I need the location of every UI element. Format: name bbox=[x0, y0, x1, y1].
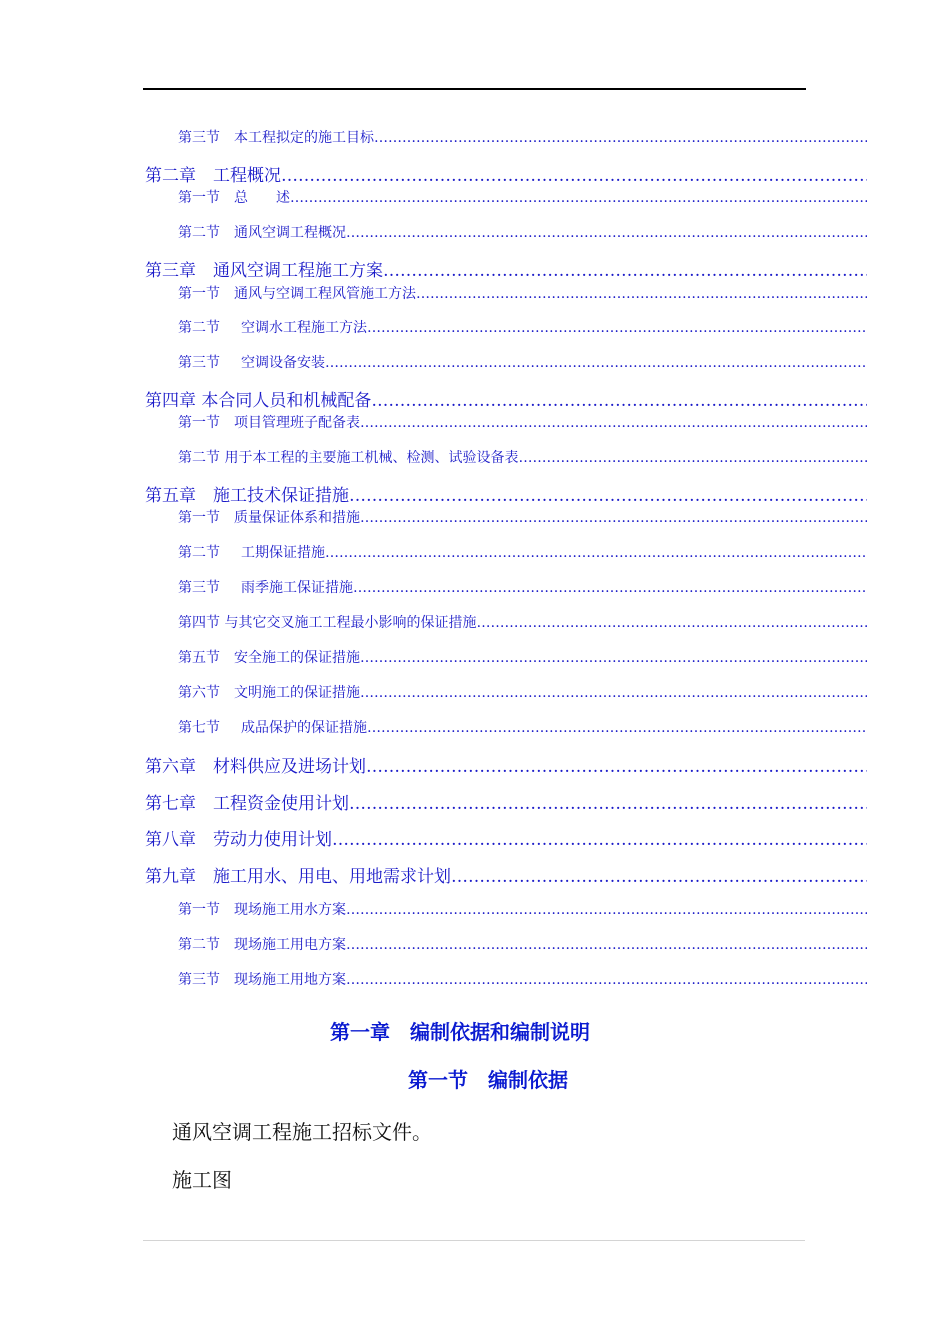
toc-leader-dots bbox=[360, 650, 867, 666]
toc-entry-label: 第三节 本工程拟定的施工目标 bbox=[178, 130, 374, 146]
toc-entry-label: 第六节 文明施工的保证措施 bbox=[178, 685, 360, 701]
toc-leader-dots bbox=[332, 830, 867, 850]
toc-leader-dots bbox=[349, 486, 867, 506]
toc-entry[interactable] bbox=[178, 682, 867, 702]
toc-entry-label: 第一节 总 述 bbox=[178, 190, 290, 206]
body-paragraph: 通风空调工程施工招标文件。 bbox=[172, 1120, 432, 1144]
toc-entry-label: 第二章 工程概况 bbox=[145, 166, 281, 186]
toc-leader-dots bbox=[349, 794, 867, 814]
toc-entry-label: 第三节 雨季施工保证措施 bbox=[178, 580, 353, 596]
toc-entry[interactable] bbox=[178, 934, 867, 954]
toc-leader-dots bbox=[325, 545, 867, 561]
toc-entry[interactable] bbox=[145, 256, 867, 281]
toc-leader-dots bbox=[476, 615, 867, 631]
toc-entry[interactable] bbox=[178, 317, 867, 337]
toc-entry[interactable] bbox=[178, 187, 867, 207]
toc-entry[interactable] bbox=[178, 412, 867, 432]
toc-entry-label: 第九章 施工用水、用电、用地需求计划 bbox=[145, 867, 451, 887]
toc-entry-label: 第三章 通风空调工程施工方案 bbox=[145, 261, 383, 281]
toc-entry[interactable] bbox=[178, 507, 867, 527]
toc-leader-dots bbox=[346, 225, 867, 241]
toc-entry[interactable] bbox=[178, 612, 867, 632]
toc-leader-dots bbox=[290, 190, 867, 206]
toc-leader-dots bbox=[360, 510, 867, 526]
toc-entry[interactable] bbox=[178, 647, 867, 667]
toc-entry[interactable] bbox=[178, 969, 867, 989]
toc-entry[interactable] bbox=[178, 352, 867, 372]
toc-leader-dots bbox=[325, 355, 867, 371]
toc-entry-label: 第五节 安全施工的保证措施 bbox=[178, 650, 360, 666]
toc-entry[interactable] bbox=[145, 825, 867, 850]
toc-entry-label: 第六章 材料供应及进场计划 bbox=[145, 757, 366, 777]
toc-entry-label: 第三节 现场施工用地方案 bbox=[178, 972, 346, 988]
toc-leader-dots bbox=[346, 972, 867, 988]
toc-leader-dots bbox=[366, 757, 867, 777]
toc-entry-label: 第四节 与其它交叉施工工程最小影响的保证措施 bbox=[178, 615, 477, 631]
toc-entry[interactable] bbox=[178, 577, 867, 597]
toc-leader-dots bbox=[383, 261, 867, 281]
toc-leader-dots bbox=[346, 937, 867, 953]
toc-entry-label: 第五章 施工技术保证措施 bbox=[145, 486, 349, 506]
toc-entry[interactable] bbox=[178, 542, 867, 562]
header-rule bbox=[143, 88, 806, 90]
toc-entry-label: 第一节 项目管理班子配备表 bbox=[178, 415, 360, 431]
toc-entry[interactable] bbox=[145, 481, 867, 506]
toc-entry-label: 第八章 劳动力使用计划 bbox=[145, 830, 332, 850]
chapter-heading: 第一章 编制依据和编制说明 bbox=[330, 1020, 590, 1044]
toc-leader-dots bbox=[371, 391, 867, 411]
section-heading: 第一节 编制依据 bbox=[408, 1068, 568, 1092]
toc-leader-dots bbox=[281, 166, 867, 186]
toc-entry[interactable] bbox=[145, 752, 867, 777]
toc-entry-label: 第三节 空调设备安装 bbox=[178, 355, 325, 371]
toc-entry[interactable] bbox=[178, 899, 867, 919]
toc-entry-label: 第四章 本合同人员和机械配备 bbox=[145, 391, 372, 411]
toc-entry-label: 第二节 工期保证措施 bbox=[178, 545, 325, 561]
toc-entry[interactable] bbox=[178, 447, 867, 467]
toc-entry[interactable] bbox=[145, 789, 867, 814]
toc-entry-label: 第二节 现场施工用电方案 bbox=[178, 937, 346, 953]
toc-entry-label: 第一节 现场施工用水方案 bbox=[178, 902, 346, 918]
toc-entry-label: 第二节 用于本工程的主要施工机械、检测、试验设备表 bbox=[178, 450, 519, 466]
toc-entry[interactable] bbox=[145, 386, 867, 411]
toc-entry-label: 第二节 空调水工程施工方法 bbox=[178, 320, 367, 336]
toc-entry-label: 第一节 通风与空调工程风管施工方法 bbox=[178, 286, 416, 302]
toc-entry-label: 第一节 质量保证体系和措施 bbox=[178, 510, 360, 526]
toc-leader-dots bbox=[451, 867, 867, 887]
toc-entry[interactable] bbox=[178, 717, 867, 737]
toc-entry-label: 第七章 工程资金使用计划 bbox=[145, 794, 349, 814]
toc-leader-dots bbox=[374, 130, 867, 146]
toc-entry[interactable] bbox=[178, 127, 867, 147]
toc-leader-dots bbox=[360, 685, 867, 701]
toc-leader-dots bbox=[518, 450, 867, 466]
toc-entry[interactable] bbox=[178, 283, 867, 303]
toc-entry[interactable] bbox=[145, 862, 867, 887]
toc-leader-dots bbox=[360, 415, 867, 431]
body-paragraph: 施工图 bbox=[172, 1168, 232, 1192]
toc-leader-dots bbox=[367, 720, 867, 736]
toc-entry[interactable] bbox=[145, 161, 867, 186]
toc-leader-dots bbox=[346, 902, 867, 918]
toc-entry-label: 第二节 通风空调工程概况 bbox=[178, 225, 346, 241]
footer-rule bbox=[143, 1240, 805, 1241]
toc-entry[interactable] bbox=[178, 222, 867, 242]
toc-leader-dots bbox=[353, 580, 867, 596]
toc-entry-label: 第七节 成品保护的保证措施 bbox=[178, 720, 367, 736]
toc-leader-dots bbox=[416, 286, 867, 302]
toc-leader-dots bbox=[367, 320, 867, 336]
